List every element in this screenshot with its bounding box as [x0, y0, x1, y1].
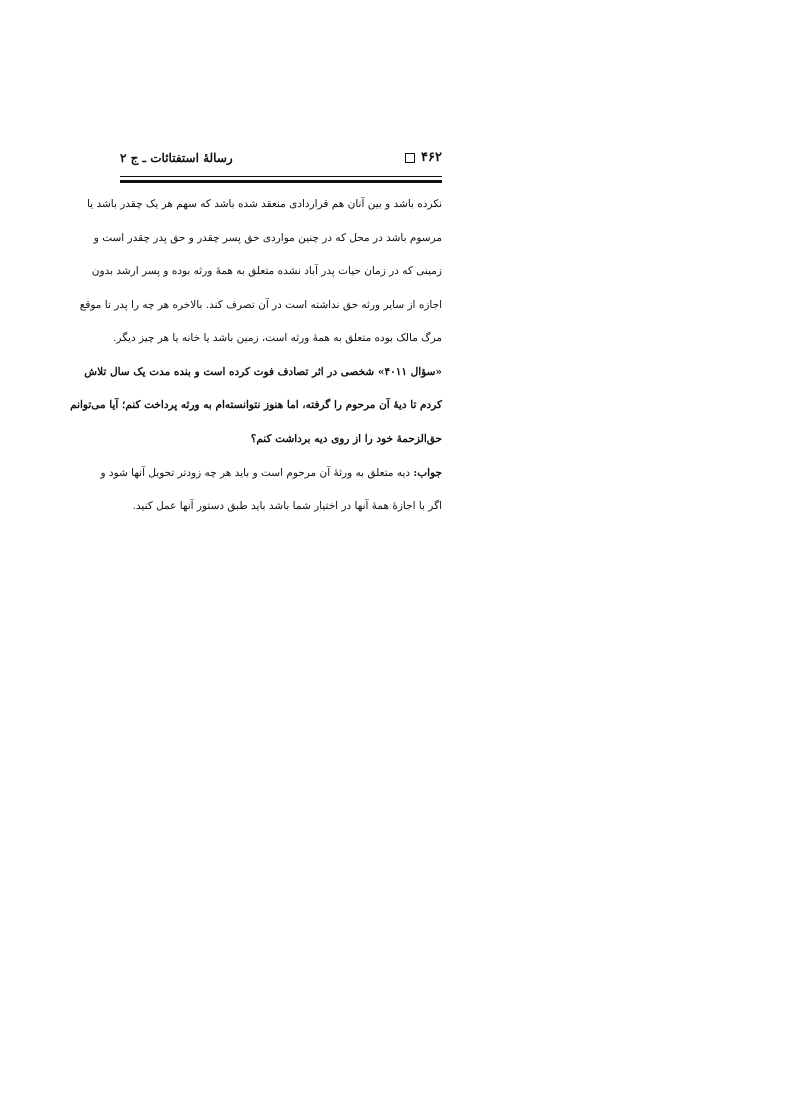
paragraph [79, 194, 442, 349]
paragraph-line: اجازه از سایر ورثه حق نداشته است در آن تصرف کند. بالاخره هر چه را پدر تا موقع [79, 298, 442, 311]
question-block [70, 362, 442, 451]
paragraph-line: نکرده باشد و بین آنان هم قراردادی منعقد شده باشد که سهم هر یک چقدر باشد یا [86, 198, 442, 210]
square-icon [405, 153, 415, 163]
question-line: «سؤال ۴۰۱۱» شخصی در اثر تصادف فوت کرده است و بنده مدت یک سال تلاش [84, 365, 442, 378]
answer-text: دیه متعلق به ورثهٔ آن مرحوم است و باید هر چه زودتر تحویل آنها شود و [100, 466, 414, 479]
running-title: رسالهٔ استفتائات ـ ج ۲ [120, 151, 233, 165]
question-line: کردم تا دیهٔ آن مرحوم را گرفته، اما هنوز نتوانسته‌ام به ورثه پرداخت کنم؛ آیا می‌توانم [70, 399, 442, 412]
header-rule-thick [120, 180, 442, 183]
page-number-group [405, 150, 442, 165]
answer-block [100, 463, 442, 518]
paragraph-line: زمینی که در زمان حیات پدر آباد نشده متعلق به همهٔ ورثه بوده و پسر ارشد بدون [91, 265, 442, 277]
page-number: ۴۶۲ [421, 150, 442, 165]
body-text [70, 194, 442, 530]
header-rule-thin [120, 176, 442, 177]
paragraph-line: مرسوم باشد در محل که در چنین مواردی حق پسر چقدر و حق پدر چقدر است و [93, 231, 442, 244]
answer-line: اگر با اجازهٔ همهٔ آنها در اختیار شما باشد باید طبق دستور آنها عمل کنید. [132, 500, 442, 513]
question-line: حق‌الزحمهٔ خود را از روی دیه برداشت کنم؟ [250, 433, 442, 446]
answer-label: جواب: [413, 466, 442, 479]
paragraph-line: مرگ مالک بوده متعلق به همهٔ ورثه است، زمین باشد یا خانه یا هر چیز دیگر. [113, 332, 442, 344]
answer-line [100, 463, 442, 484]
page-header [120, 150, 442, 174]
